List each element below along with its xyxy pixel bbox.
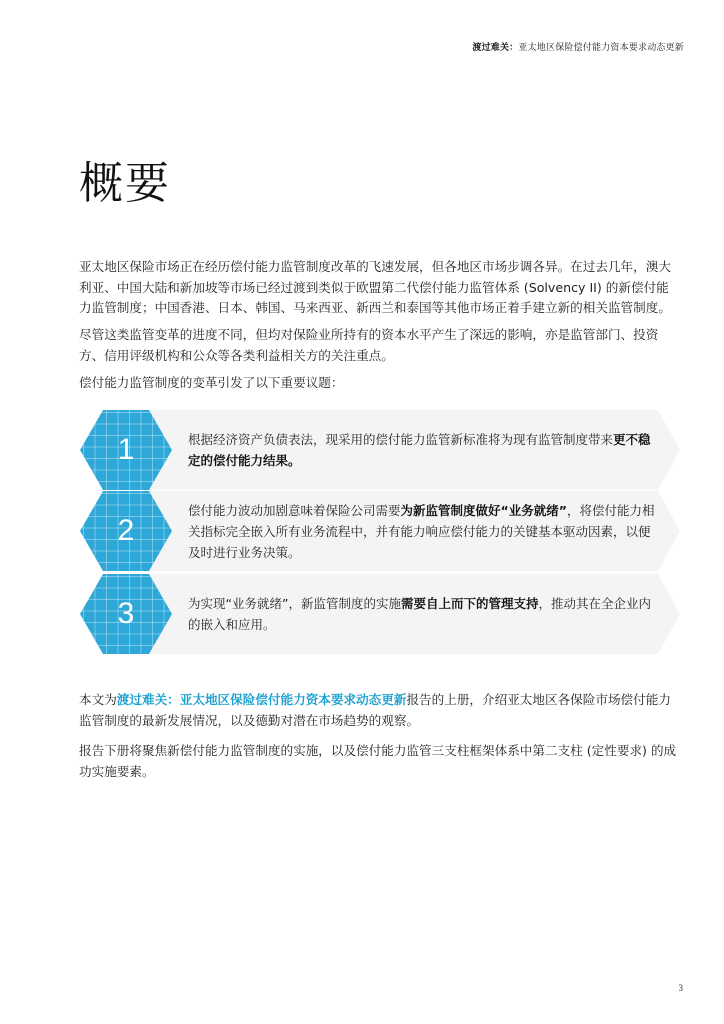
key-point-text-regular: 为实现“业务就绪”，新监管制度的实施 (188, 596, 401, 611)
closing-text-rest: 报告的上册，介绍亚太地区各保险市场偿付能力监管制度的最新发展情况，以及德勤对潜在市场趋势的观察。 (79, 692, 671, 728)
key-point-text (188, 429, 658, 471)
intro-paragraph-3: 偿付能力监管制度的变革引发了以下重要议题： (79, 375, 344, 390)
key-point-text-bold: 更不稳定的偿付能力结果。 (188, 432, 651, 468)
page-number: 3 (678, 983, 683, 993)
running-header (472, 40, 684, 53)
closing-paragraph-2: 报告下册将聚焦新偿付能力监管制度的实施，以及偿付能力监管三支柱框架体系中第二支柱 (定性要求) 的成功实施要素。 (79, 743, 677, 779)
key-point-text-tail: ，推动其在全企业内的嵌入和应用。 (188, 596, 651, 632)
header-title-bold: 渡过难关： (472, 43, 519, 53)
report-title-highlight: 渡过难关：亚太地区保险偿付能力资本要求动态更新 (116, 692, 407, 707)
key-point-text-tail: ，将偿付能力相关指标完全嵌入所有业务流程中，并有能力响应偿付能力的关键基本驱动因素，以便及时进行业务决策。 (188, 503, 655, 560)
closing-paragraph-1 (79, 690, 679, 731)
key-point-text-bold: 为新监管制度做好“业务就绪” (400, 503, 567, 518)
header-title-rest: 亚太地区保险偿付能力资本要求动态更新 (518, 43, 684, 53)
key-point-text (188, 500, 658, 563)
key-point-1 (80, 410, 680, 490)
key-point-2 (80, 491, 680, 571)
key-point-3 (80, 574, 680, 654)
key-point-number: 2 (117, 514, 135, 547)
key-point-text-bold: 需要自上而下的管理支持 (400, 596, 539, 611)
page-title: 概要 (79, 158, 171, 209)
key-point-text-regular: 偿付能力波动加剧意味着保险公司需要 (188, 503, 401, 518)
key-point-text (188, 593, 658, 635)
key-point-number: 3 (117, 597, 135, 630)
closing-text-lead: 本文为 (79, 692, 117, 707)
key-point-number: 1 (117, 433, 135, 466)
key-point-text-regular: 根据经济资产负债表法，现采用的偿付能力监管新标准将为现有监管制度带来 (188, 432, 614, 447)
intro-paragraph-1: 亚太地区保险市场正在经历偿付能力监管制度改革的飞速发展，但各地区市场步调各异。在过去几年，澳大利亚、中国大陆和新加坡等市场已经过渡到类似于欧盟第二代偿付能力监管体系 (Solvency II) 的新偿付能力监管制度；中国香港、日本、韩国、马来西亚、新西兰和泰国等其他市场正着手建立新的相关监管制度。 (79, 259, 671, 315)
intro-paragraph-2: 尽管这类监管变革的进度不同，但均对保险业所持有的资本水平产生了深远的影响，亦是监管部门、投资方、信用评级机构和公众等各类利益相关方的关注重点。 (79, 327, 659, 363)
